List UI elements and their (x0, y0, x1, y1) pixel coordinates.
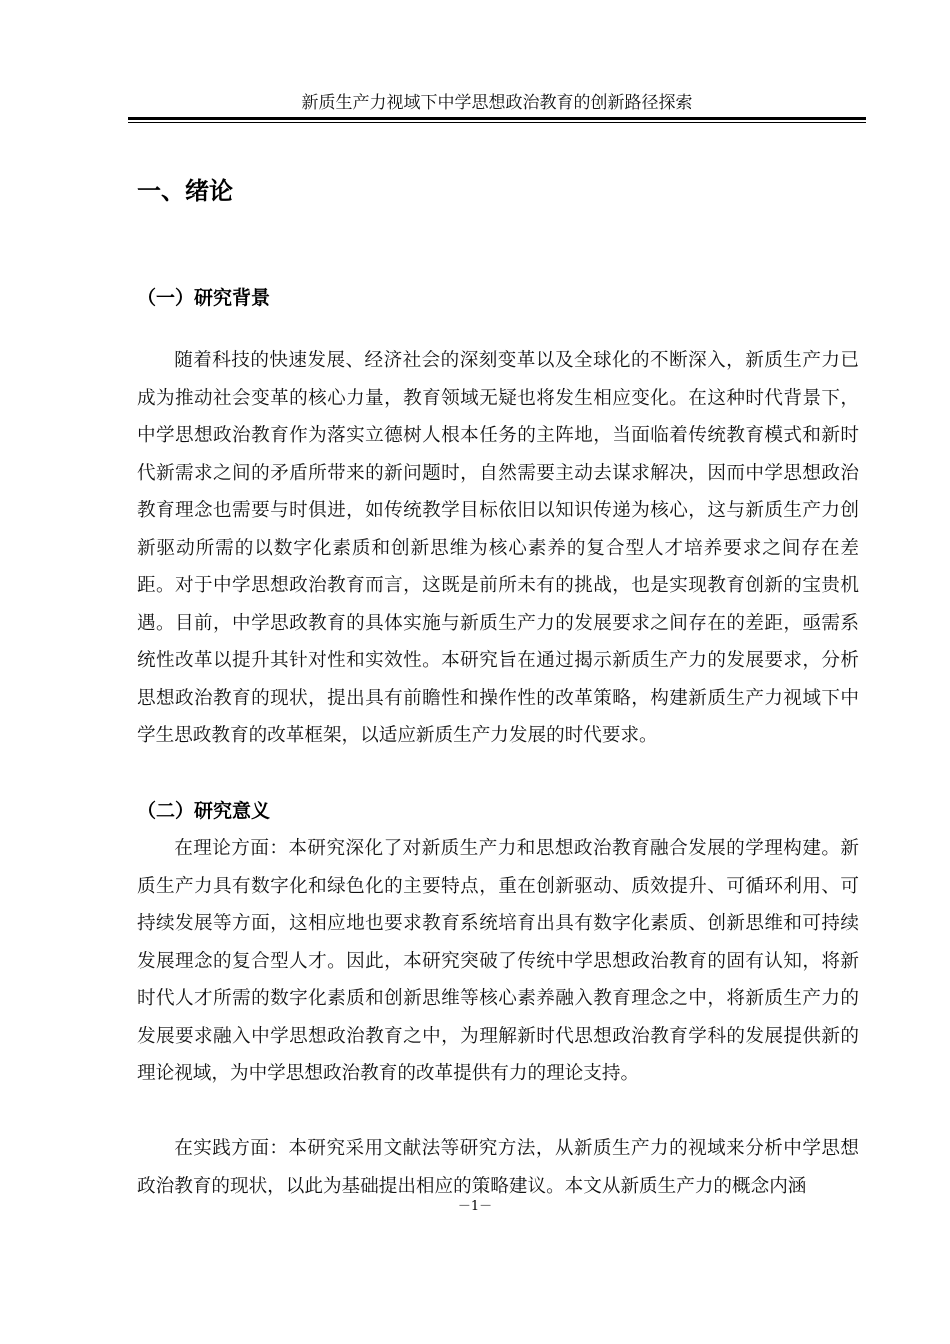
page-number: －1－ (457, 1199, 493, 1214)
header-rule-thin (128, 122, 866, 123)
paragraph-theory: 在理论方面：本研究深化了对新质生产力和思想政治教育融合发展的学理构建。新质生产力具有数字化和绿色化的主要特点，重在创新驱动、质效提升、可循环利用、可持续发展等方面，这相应地也要求教育系统培育出具有数字化素质、创新思维和可持续发展理念的复合型人才。因此，本研究突破了传统中学思想政治教育的固有认知，将新时代人才所需的数字化素质和创新思维等核心素养融入教育理念之中，将新质生产力的发展要求融入中学思想政治教育之中，为理解新时代思想政治教育学科的发展提供新的理论视域，为中学思想政治教育的改革提供有力的理论支持。 (137, 838, 859, 1084)
section-heading-background: （一）研究背景 (137, 287, 271, 309)
section-heading-significance: （二）研究意义 (137, 800, 271, 822)
paragraph-practice: 在实践方面：本研究采用文献法等研究方法，从新质生产力的视域来分析中学思想政治教育的现状，以此为基础提出相应的策略建议。本文从新质生产力的概念内涵 (137, 1138, 859, 1197)
running-header-title: 新质生产力视域下中学思想政治教育的创新路径探索 (301, 93, 693, 113)
header-double-rule (128, 117, 866, 123)
chapter-heading: 一、绪论 (137, 177, 233, 205)
paragraph-background: 随着科技的快速发展、经济社会的深刻变革以及全球化的不断深入，新质生产力已成为推动社会变革的核心力量，教育领域无疑也将发生相应变化。在这种时代背景下，中学思想政治教育作为落实立德树人根本任务的主阵地，当面临着传统教育模式和新时代新需求之间的矛盾所带来的新问题时，自然需要主动去谋求解决，因而中学思想政治教育理念也需要与时俱进，如传统教学目标依旧以知识传递为核心，这与新质生产力创新驱动所需的以数字化素质和创新思维为核心素养的复合型人才培养要求之间存在差距。对于中学思想政治教育而言，这既是前所未有的挑战，也是实现教育创新的宝贵机遇。目前，中学思政教育的具体实施与新质生产力的发展要求之间存在的差距，亟需系统性改革以提升其针对性和实效性。本研究旨在通过揭示新质生产力的发展要求，分析思想政治教育的现状，提出具有前瞻性和操作性的改革策略，构建新质生产力视域下中学生思政教育的改革框架，以适应新质生产力发展的时代要求。 (137, 350, 859, 746)
